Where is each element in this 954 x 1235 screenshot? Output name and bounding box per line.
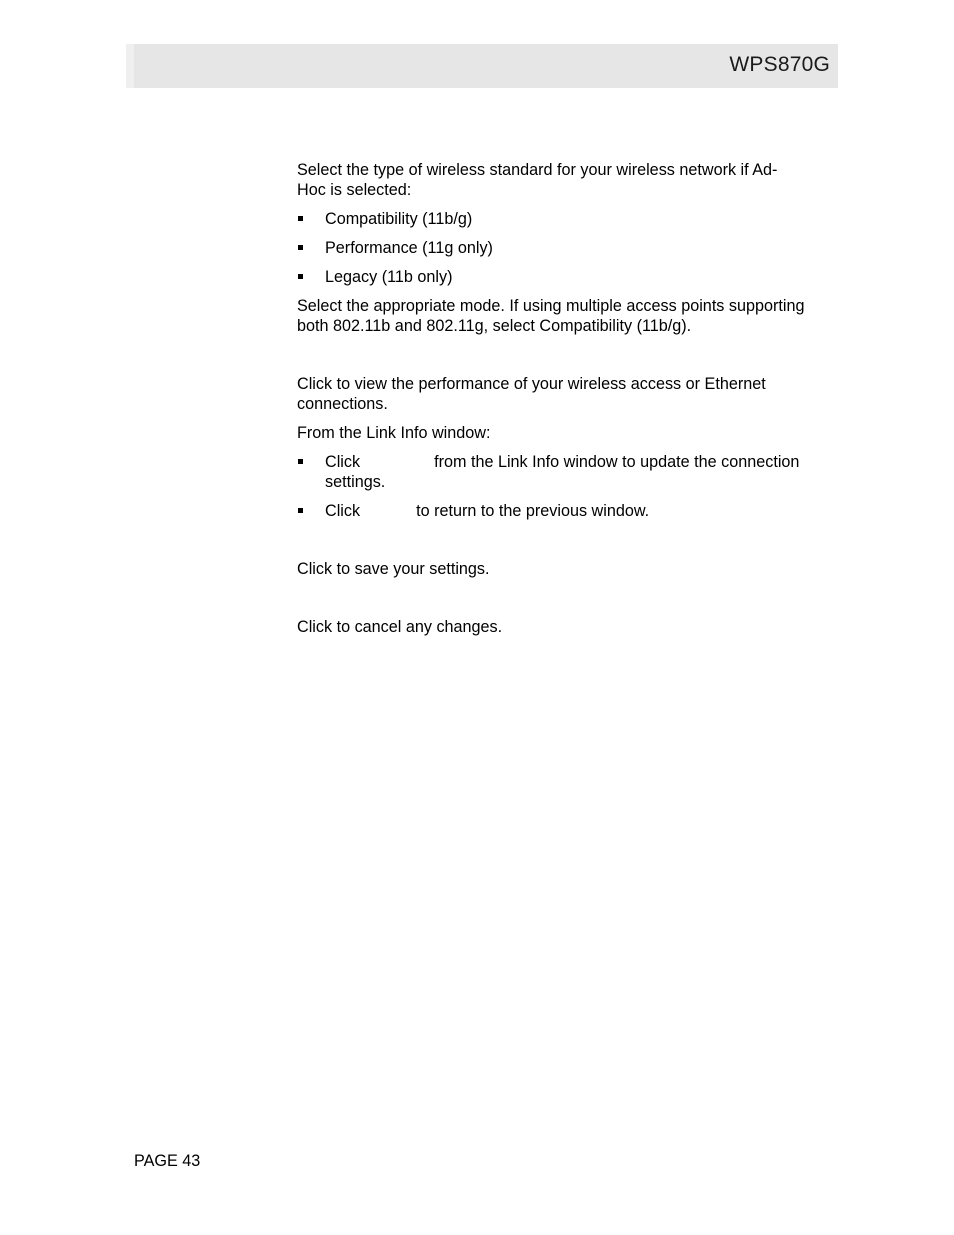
- link-info-intro: Click to view the performance of your wireless access or Ethernet connections.: [297, 375, 766, 413]
- list-item: [297, 238, 837, 258]
- list-item: [297, 501, 837, 521]
- list-item: [297, 267, 837, 287]
- bullet-icon: [298, 216, 303, 221]
- bullet-icon: [298, 508, 303, 513]
- refresh-step-suffix: from the Link Info window to update the connection settings.: [325, 453, 800, 491]
- wireless-mode-options: [297, 209, 837, 287]
- header-title: WPS870G: [729, 53, 830, 76]
- refresh-step-prefix: Click: [325, 453, 361, 471]
- list-item: [297, 452, 837, 492]
- list-item: [297, 209, 837, 229]
- option-label: Legacy (11b only): [325, 268, 453, 286]
- page-number: PAGE 43: [134, 1152, 201, 1170]
- back-step-prefix: Click: [325, 502, 361, 520]
- apply-description: Click to save your settings.: [297, 560, 490, 578]
- bullet-icon: [298, 274, 303, 279]
- option-label: Compatibility (11b/g): [325, 210, 473, 228]
- link-info-steps: [297, 452, 837, 521]
- option-label: Performance (11g only): [325, 239, 493, 257]
- page-content: [297, 160, 837, 637]
- wireless-mode-intro: Select the type of wireless standard for your wireless network if Ad-Hoc is selected:: [297, 161, 778, 199]
- bullet-icon: [298, 459, 303, 464]
- wireless-mode-note: Select the appropriate mode. If using multiple access points supporting both 802.11b and 802.11g, select Compatibility (11b/g).: [297, 297, 805, 335]
- bullet-icon: [298, 245, 303, 250]
- back-step-suffix: to return to the previous window.: [416, 502, 650, 520]
- header-bar: [126, 44, 838, 88]
- cancel-description: Click to cancel any changes.: [297, 618, 503, 636]
- link-info-from-window: From the Link Info window:: [297, 424, 491, 442]
